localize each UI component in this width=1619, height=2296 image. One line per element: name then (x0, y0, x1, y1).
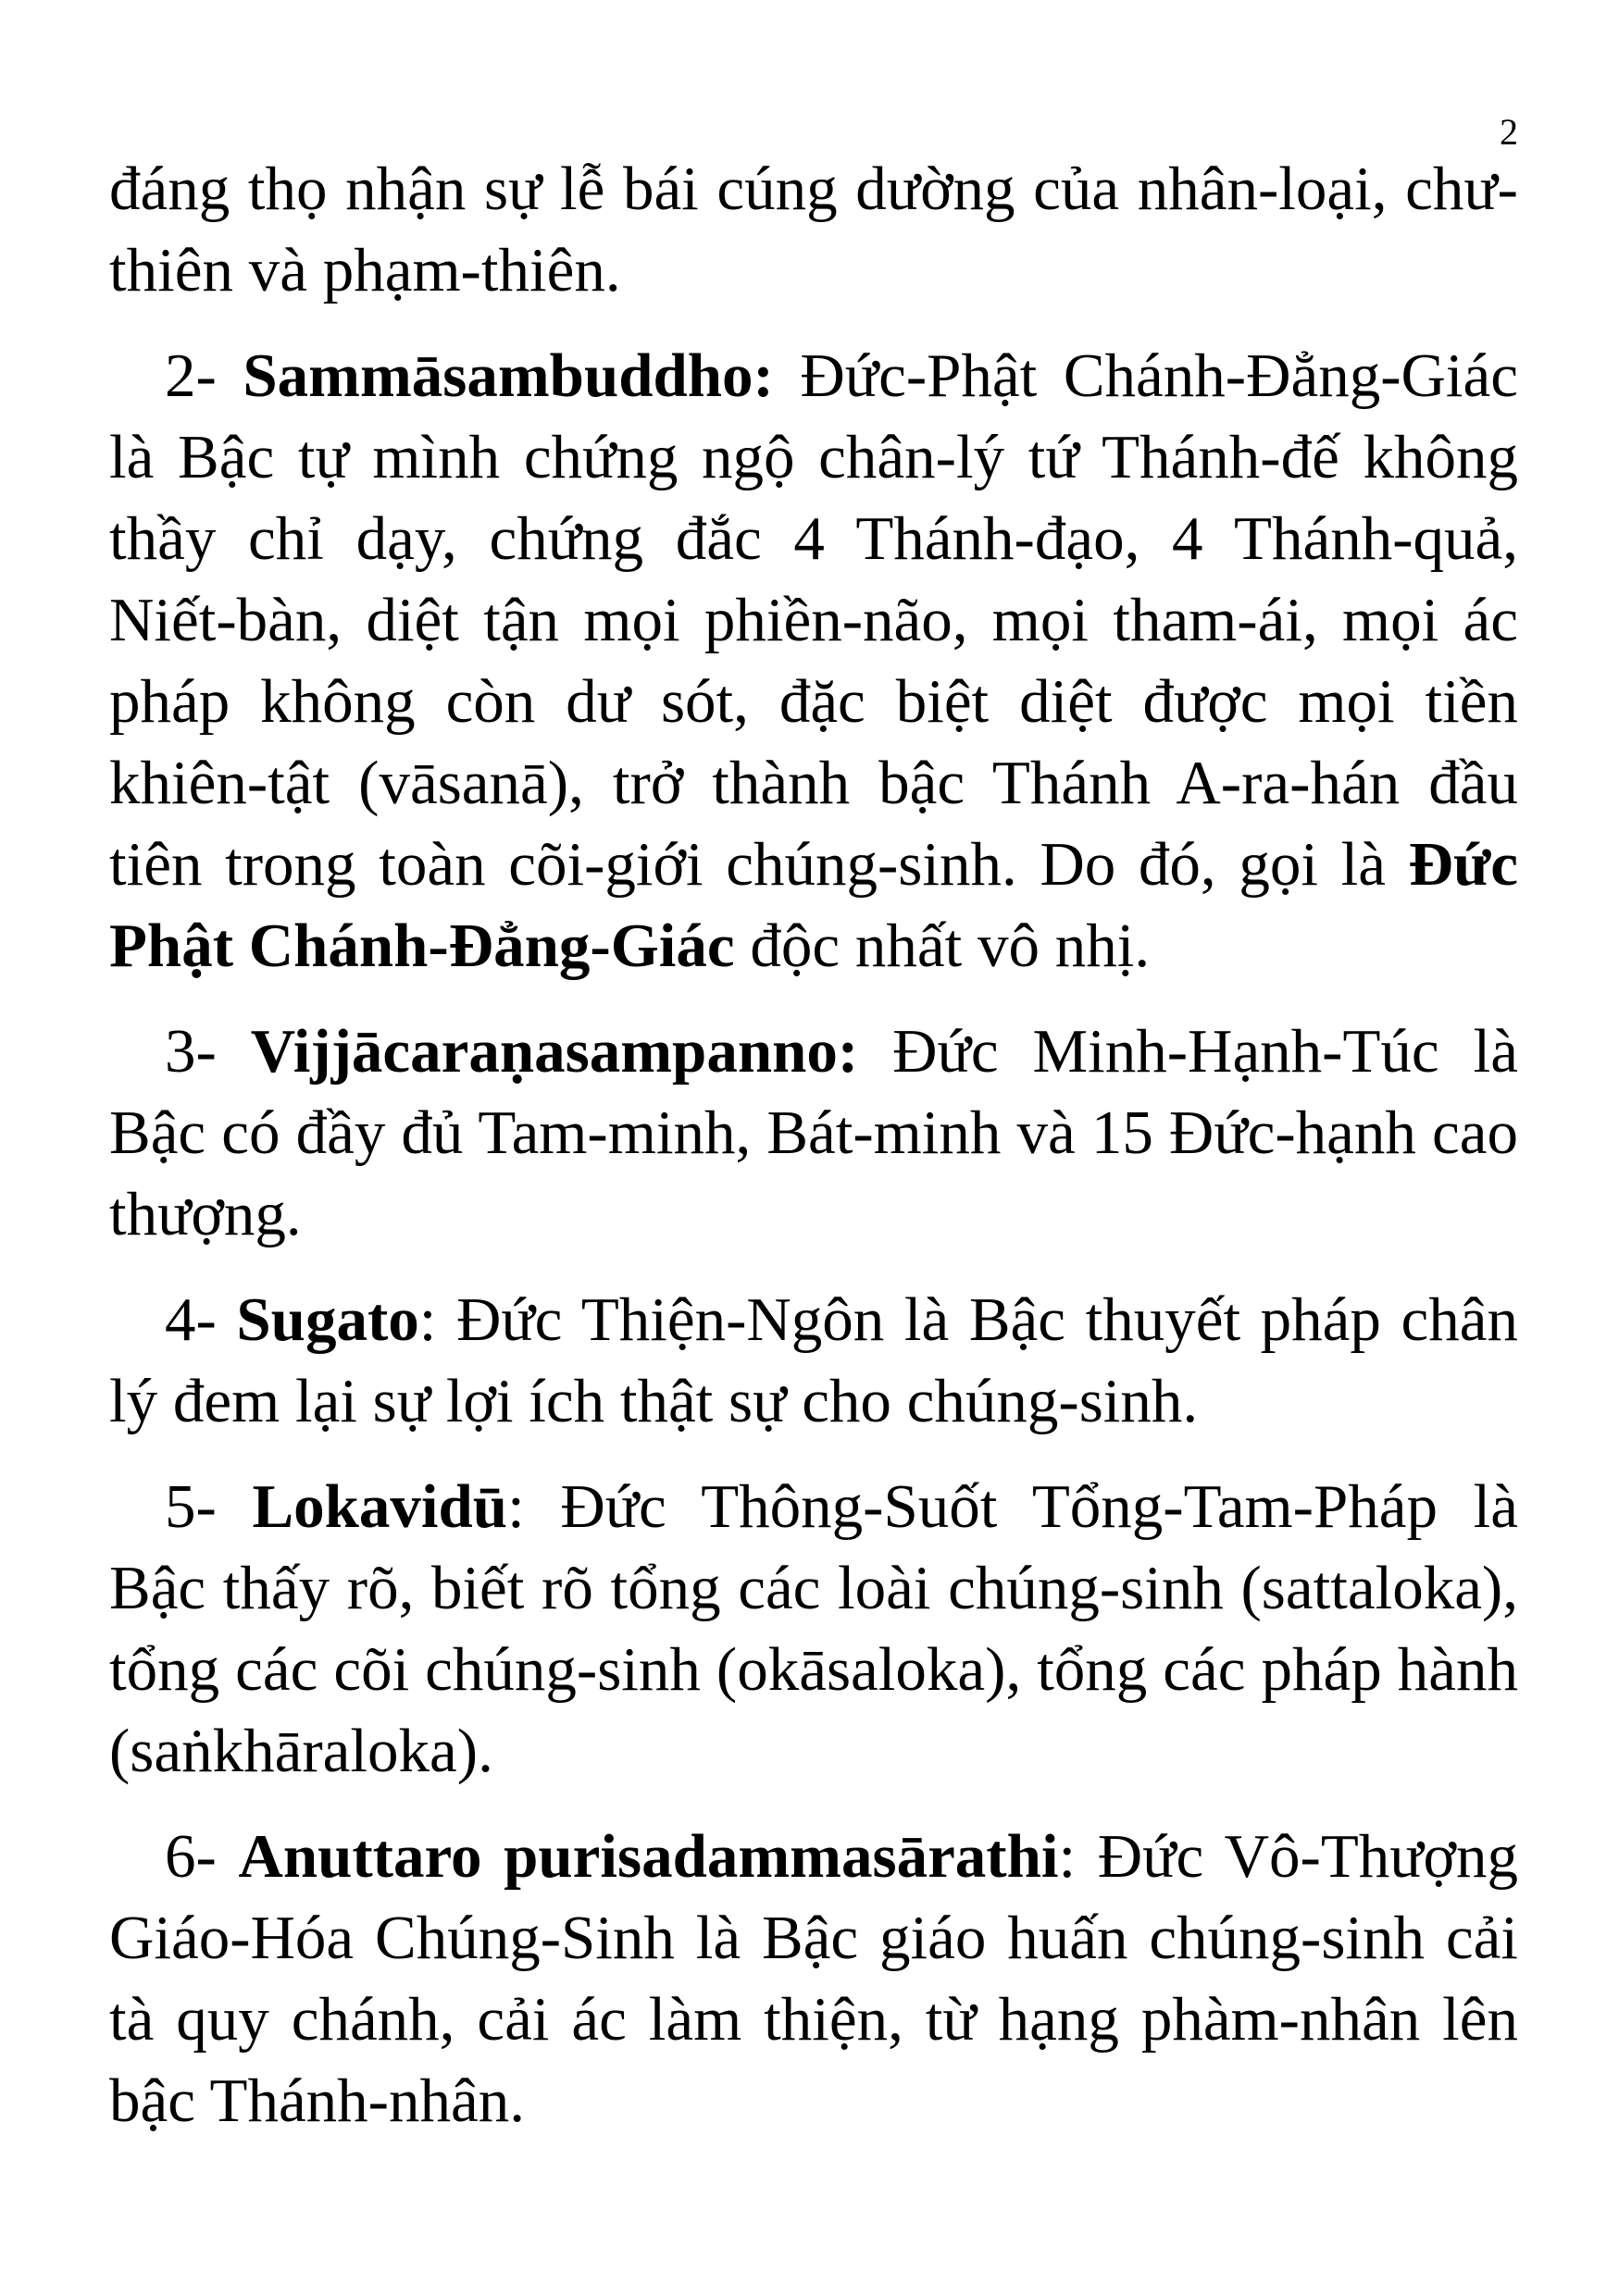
page-number: 2 (1500, 111, 1518, 153)
text-run: : Đức Thiện-Ngôn là Bậc thuyết pháp chân lý đem lại sự lợi ích thật sự cho chúng-sinh. (109, 1285, 1519, 1435)
item-number: 6- (165, 1822, 239, 1891)
paragraph-lokavidu (109, 1466, 1518, 1792)
pali-term: Sammāsambuddho: (243, 341, 774, 410)
paragraph-sugato (109, 1279, 1518, 1442)
pali-term: Lokavidū (252, 1472, 508, 1541)
paragraph-anuttaro (109, 1816, 1518, 2141)
paragraph-continuation (109, 148, 1518, 311)
text-run: : Đức Vô-Thượng Giáo-Hóa Chúng-Sinh là Bậc giáo huấn chúng-sinh cải tà quy chánh, cải ác làm thiện, từ hạng phàm-nhân lên bậc Thánh-nhân. (109, 1822, 1518, 2135)
text-run: độc nhất vô nhị. (734, 912, 1151, 980)
emphasis-term: Đức Phật Chánh-Đẳng-Giác (109, 830, 1518, 980)
item-number: 4- (165, 1285, 237, 1354)
paragraph-vijjacaranasampanno (109, 1011, 1518, 1255)
text-run: : Đức Thông-Suốt Tổng-Tam-Pháp là Bậc thấy rõ, biết rõ tổng các loài chúng-sinh (sattaloka), tổng các cõi chúng-sinh (okāsaloka), tổng các pháp hành (saṅkhāraloka). (109, 1472, 1519, 1785)
text-run: Đức Minh-Hạnh-Túc là Bậc có đầy đủ Tam-minh, Bát-minh và 15 Đức-hạnh cao thượng. (109, 1017, 1518, 1248)
document-body (109, 148, 1518, 2141)
text-run: Đức-Phật Chánh-Đẳng-Giác là Bậc tự mình chứng ngộ chân-lý tứ Thánh-đế không thầy chỉ dạy, chứng đắc 4 Thánh-đạo, 4 Thánh-quả, Niết-bàn, diệt tận mọi phiền-não, mọi tham-ái, mọi ác pháp không còn dư sót, đặc biệt diệt được mọi tiền khiên-tật (vāsanā), trở thành bậc Thánh A-ra-hán đầu tiên trong toàn cõi-giới chúng-sinh. Do đó, gọi là (109, 341, 1519, 899)
item-number: 2- (165, 341, 243, 410)
item-number: 5- (165, 1472, 253, 1541)
item-number: 3- (165, 1017, 251, 1086)
pali-term: Sugato (236, 1285, 419, 1354)
pali-term: Vijjācaraṇasampanno: (250, 1017, 859, 1086)
pali-term: Anuttaro purisadammasārathi (238, 1822, 1059, 1891)
paragraph-sammasambuddho (109, 335, 1518, 987)
text-run: đáng thọ nhận sự lễ bái cúng dường của nhân-loại, chư-thiên và phạm-thiên. (109, 155, 1518, 304)
